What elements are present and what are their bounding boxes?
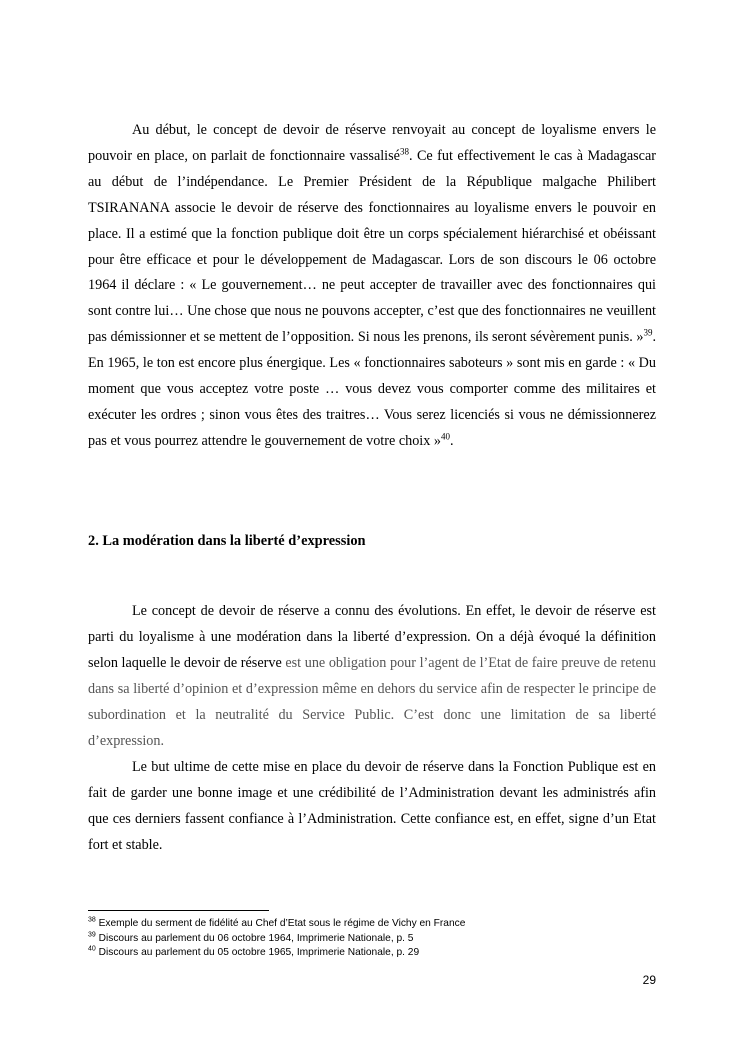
footnote-39 [88, 932, 648, 947]
footnote-text: Discours au parlement du 06 octobre 1964, Imprimerie Nationale, p. 5 [95, 932, 414, 944]
footnotes [88, 917, 648, 961]
paragraph-moderation [88, 599, 656, 754]
footnote-text: Exemple du serment de fidélité au Chef d’Etat sous le régime de Vichy en France [95, 918, 466, 929]
paragraph-text: . [449, 432, 454, 449]
footnote-number: 38 [88, 916, 96, 924]
footnote-number: 40 [88, 945, 96, 953]
paragraph-text: . Ce fut effectivement le cas à Madagascar au début de l’indépendance. Le Premier Président de la République malgache Philibert TSIRANANA associe le devoir de réserve des fonctionnaires au loyalisme envers le pouvoir en place. Il a estimé que la fonction publique doit être un corps spécialement hiérarchisé et obéissant pour être efficace et pour le développement de Madagascar. Lors de son discours le 06 octobre 1964 il déclare : « Le gouvernement… ne peut accepter de travailler avec des fonctionnaires qui sont contre lui… Une chose que nous ne pouvons accepter, c’est que des fonctionnaires ne veuillent pas démissionner et se mettent de l’opposition. Si nous les prenons, ils seront sévèrement punis. » [88, 147, 656, 346]
page-number: 29 [642, 973, 656, 987]
paragraph-but-ultime: Le but ultime de cette mise en place du devoir de réserve dans la Fonction Publique est en fait de garder une bonne image et une crédibilité de l’Administration devant les administrés afin que ces derniers fassent confiance à l’Administration. Cette confiance est, en effet, signe d’un Etat fort et stable. [88, 759, 656, 853]
paragraph-text: Au début, le concept de devoir de réserve renvoyait au concept de loyalisme envers le pouvoir en place, on parlait de fonctionnaire vassalisé [88, 122, 656, 164]
section-heading: 2. La modération dans la liberté d’expression [88, 533, 366, 549]
paragraph-text: . En 1965, le ton est encore plus énergique. Les « fonctionnaires saboteurs » sont mis en garde : « Du moment que vous acceptez votre poste … vous devez vous comporter comme des militaires et exécuter les ordres ; sinon vous êtes des traitres… Vous serez licenciés si vous ne démissionnerez pas et vous pourrez attendre le gouvernement de votre choix » [88, 329, 656, 449]
footnote-38 [88, 917, 648, 932]
footnote-ref-38[interactable]: 38 [399, 146, 409, 157]
footnote-number: 39 [88, 931, 96, 939]
footnote-ref-40[interactable]: 40 [440, 431, 450, 442]
footnote-ref-39[interactable]: 39 [643, 327, 653, 338]
footnote-text: Discours au parlement du 05 octobre 1965, Imprimerie Nationale, p. 29 [95, 947, 420, 959]
paragraph-text: Le concept de devoir de réserve a connu des évolutions. En effet, le devoir de réserve est parti du loyalisme à une modération dans la liberté d’expression. On a déjà évoqué la définition selon laquelle le devoir de réserve [88, 603, 656, 671]
footnote-40 [88, 946, 648, 961]
definition-text: est une obligation pour l’agent de l’Etat de faire preuve de retenu dans sa liberté d’opinion et d’expression même en dehors du service afin de respecter le principe de subordination et la neutralité du Service Public. C’est donc une limitation de sa liberté d’expression. [88, 654, 656, 749]
footnote-separator [88, 910, 269, 911]
paragraph-loyalisme [88, 118, 656, 455]
